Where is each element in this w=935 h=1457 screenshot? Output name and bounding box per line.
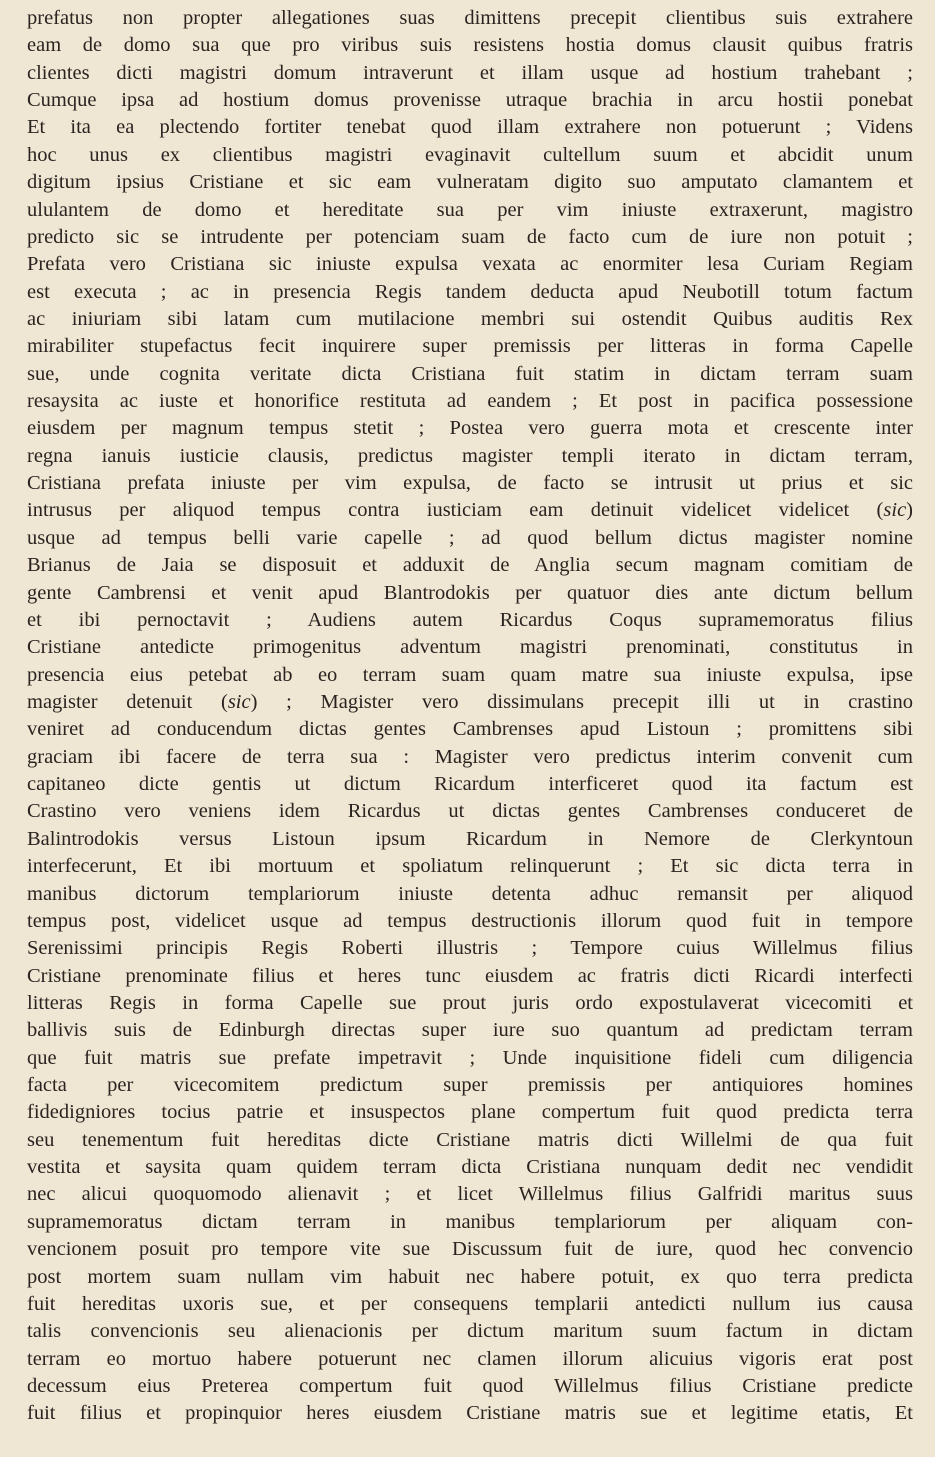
text-segment: Prefata vero Cristiana sic iniuste expulsa vexata ac enormiter lesa Curiam Regiam xyxy=(27,253,913,276)
text-line xyxy=(27,32,913,59)
text-segment: graciam ibi facere de terra sua : Magister vero predictus interim convenit cum xyxy=(27,745,913,768)
text-segment: talis convencionis seu alienacionis per dictum maritum suum factum in dictam xyxy=(27,1320,913,1343)
text-segment: supramemoratus dictam terram in manibus templariorum per aliquam con- xyxy=(27,1210,913,1233)
text-segment: facta per vicecomitem predictum super premissis per antiquiores homines xyxy=(27,1074,913,1097)
text-segment: est executa ; ac in presencia Regis tandem deducta apud Neubotill totum factum xyxy=(27,280,913,303)
text-line xyxy=(27,306,913,333)
text-line xyxy=(27,1072,913,1099)
text-line xyxy=(27,388,913,415)
text-line xyxy=(27,990,913,1017)
text-line xyxy=(27,607,913,634)
text-line xyxy=(27,1154,913,1181)
text-line xyxy=(27,716,913,743)
text-segment: interfecerunt, Et ibi mortuum et spoliatum relinquerunt ; Et sic dicta terra in xyxy=(27,855,913,878)
text-segment: fuit hereditas uxoris sue, et per consequens templarii antedicti nullum ius causa xyxy=(27,1292,913,1315)
text-line xyxy=(27,798,913,825)
text-segment: Serenissimi principis Regis Roberti illustris ; Tempore cuius Willelmus filius xyxy=(27,937,913,960)
text-segment: fuit filius et propinquior heres eiusdem Cristiane matris sue et legitime etatis, Et xyxy=(27,1402,913,1425)
text-line xyxy=(27,1045,913,1072)
text-segment: Cristiana prefata iniuste per vim expulsa, de facto se intrusit ut prius et sic xyxy=(27,472,913,495)
text-line xyxy=(27,662,913,689)
text-line xyxy=(27,1127,913,1154)
document-page xyxy=(27,5,913,1428)
text-segment: Balintrodokis versus Listoun ipsum Ricardum in Nemore de Clerkyntoun xyxy=(27,827,913,850)
italic-annotation: sic xyxy=(883,499,907,522)
text-line xyxy=(27,1318,913,1345)
text-line xyxy=(27,1181,913,1208)
text-segment: que fuit matris sue prefate impetravit ; Unde inquisitione fideli cum diligencia xyxy=(27,1046,913,1069)
text-line xyxy=(27,744,913,771)
text-segment: Et ita ea plectendo fortiter tenebat quod illam extrahere non potuerunt ; Videns xyxy=(27,116,913,139)
text-segment: predicto sic se intrudente per potenciam suam de facto cum de iure non potuit ; xyxy=(27,225,913,248)
text-line xyxy=(27,251,913,278)
text-segment: prefatus non propter allegationes suas dimittens precepit clientibus suis extrahere xyxy=(27,7,913,29)
text-line xyxy=(27,87,913,114)
text-segment: manibus dictorum templariorum iniuste detenta adhuc remansit per aliquod xyxy=(27,882,913,905)
text-line xyxy=(27,361,913,388)
text-segment: Brianus de Jaia se disposuit et adduxit de Anglia secum magnam comitiam de xyxy=(27,554,913,577)
text-line xyxy=(27,908,913,935)
text-line xyxy=(27,634,913,661)
text-segment: Crastino vero veniens idem Ricardus ut dictas gentes Cambrenses conduceret de xyxy=(27,800,913,823)
text-segment: nec alicui quoquomodo alienavit ; et licet Willelmus filius Galfridi maritus suus xyxy=(27,1183,913,1206)
text-segment: ballivis suis de Edinburgh directas super iure suo quantum ad predictam terram xyxy=(27,1019,913,1042)
text-segment: post mortem suam nullam vim habuit nec habere potuit, ex quo terra predicta xyxy=(27,1265,913,1288)
text-segment: et ibi pernoctavit ; Audiens autem Ricardus Coqus supramemoratus filius xyxy=(27,608,913,631)
text-line xyxy=(27,1017,913,1044)
text-line xyxy=(27,580,913,607)
text-line xyxy=(27,1400,913,1427)
text-line xyxy=(27,1099,913,1126)
text-segment: digitum ipsius Cristiane et sic eam vulneratam digito suo amputato clamantem et xyxy=(27,171,913,194)
text-segment: usque ad tempus belli varie capelle ; ad quod bellum dictus magister nomine xyxy=(27,526,913,549)
text-line xyxy=(27,1291,913,1318)
text-line xyxy=(27,552,913,579)
text-segment: eam de domo sua que pro viribus suis resistens hostia domus clausit quibus fratris xyxy=(27,34,913,57)
italic-annotation: sic xyxy=(227,690,251,713)
text-line xyxy=(27,470,913,497)
text-segment: sue, unde cognita veritate dicta Cristiana fuit statim in dictam terram suam xyxy=(27,362,913,385)
text-segment: presencia eius petebat ab eo terram suam quam matre sua iniuste expulsa, ipse xyxy=(27,663,913,686)
text-segment: decessum eius Preterea compertum fuit quod Willelmus filius Cristiane predicte xyxy=(27,1374,913,1397)
text-line xyxy=(27,689,913,716)
text-line xyxy=(27,935,913,962)
text-line xyxy=(27,853,913,880)
text-segment: Cristiane antedicte primogenitus adventum magistri prenominati, constitutus in xyxy=(27,636,913,659)
text-segment: resaysita ac iuste et honorifice restituta ad eandem ; Et post in pacifica possessione xyxy=(27,390,913,413)
text-segment: clientes dicti magistri domum intraverunt et illam usque ad hostium trahebant ; xyxy=(27,61,913,84)
text-segment: vestita et saysita quam quidem terram dicta Cristiana nunquam dedit nec vendidit xyxy=(27,1156,913,1179)
text-segment: fidedigniores tocius patrie et insuspectos plane compertum fuit quod predicta terra xyxy=(27,1101,913,1124)
text-line xyxy=(27,963,913,990)
text-segment: hoc unus ex clientibus magistri evaginavit cultellum suum et abcidit unum xyxy=(27,143,913,166)
text-segment: eiusdem per magnum tempus stetit ; Postea vero guerra mota et crescente inter xyxy=(27,417,913,440)
text-line xyxy=(27,1373,913,1400)
text-segment: gente Cambrensi et venit apud Blantrodokis per quatuor dies ante dictum bellum xyxy=(27,581,913,604)
text-line xyxy=(27,197,913,224)
text-line xyxy=(27,1236,913,1263)
text-line xyxy=(27,1264,913,1291)
text-line xyxy=(27,224,913,251)
text-line xyxy=(27,279,913,306)
text-line xyxy=(27,114,913,141)
text-segment: terram eo mortuo habere potuerunt nec clamen illorum alicuius vigoris erat post xyxy=(27,1347,913,1370)
text-line xyxy=(27,1209,913,1236)
text-line xyxy=(27,415,913,442)
text-segment: Cristiane prenominate filius et heres tunc eiusdem ac fratris dicti Ricardi interfecti xyxy=(27,964,913,987)
text-segment: ) ; Magister vero dissimulans precepit illi ut in crastino xyxy=(250,690,913,713)
text-segment: litteras Regis in forma Capelle sue prout juris ordo expostulaverat vicecomiti et xyxy=(27,991,913,1014)
text-segment: regna ianuis iusticie clausis, predictus magister templi iterato in dictam terram, xyxy=(27,444,913,467)
text-line xyxy=(27,771,913,798)
text-line xyxy=(27,333,913,360)
text-segment: magister detenuit ( xyxy=(27,690,228,713)
text-segment: seu tenementum fuit hereditas dicte Cristiane matris dicti Willelmi de qua fuit xyxy=(27,1128,913,1151)
text-line xyxy=(27,497,913,524)
text-segment: capitaneo dicte gentis ut dictum Ricardum interficeret quod ita factum est xyxy=(27,773,913,796)
text-segment: Cumque ipsa ad hostium domus provenisse utraque brachia in arcu hostii ponebat xyxy=(27,89,913,112)
text-line xyxy=(27,60,913,87)
text-segment: veniret ad conducendum dictas gentes Cambrenses apud Listoun ; promittens sibi xyxy=(27,718,913,741)
text-line xyxy=(27,881,913,908)
text-line xyxy=(27,443,913,470)
text-line xyxy=(27,826,913,853)
text-line xyxy=(27,169,913,196)
text-segment: mirabiliter stupefactus fecit inquirere super premissis per litteras in forma Capelle xyxy=(27,335,913,358)
text-line xyxy=(27,142,913,169)
text-line xyxy=(27,5,913,32)
text-segment: vencionem posuit pro tempore vite sue Discussum fuit de iure, quod hec convencio xyxy=(27,1238,913,1261)
text-segment: intrusus per aliquod tempus contra iusticiam eam detinuit videlicet videlicet ( xyxy=(27,499,884,522)
text-line xyxy=(27,525,913,552)
text-segment: ) xyxy=(906,499,913,522)
text-segment: ululantem de domo et hereditate sua per vim iniuste extraxerunt, magistro xyxy=(27,198,913,221)
text-segment: ac iniuriam sibi latam cum mutilacione membri sui ostendit Quibus auditis Rex xyxy=(27,307,913,330)
text-line xyxy=(27,1346,913,1373)
text-segment: tempus post, videlicet usque ad tempus destructionis illorum quod fuit in tempore xyxy=(27,909,913,932)
